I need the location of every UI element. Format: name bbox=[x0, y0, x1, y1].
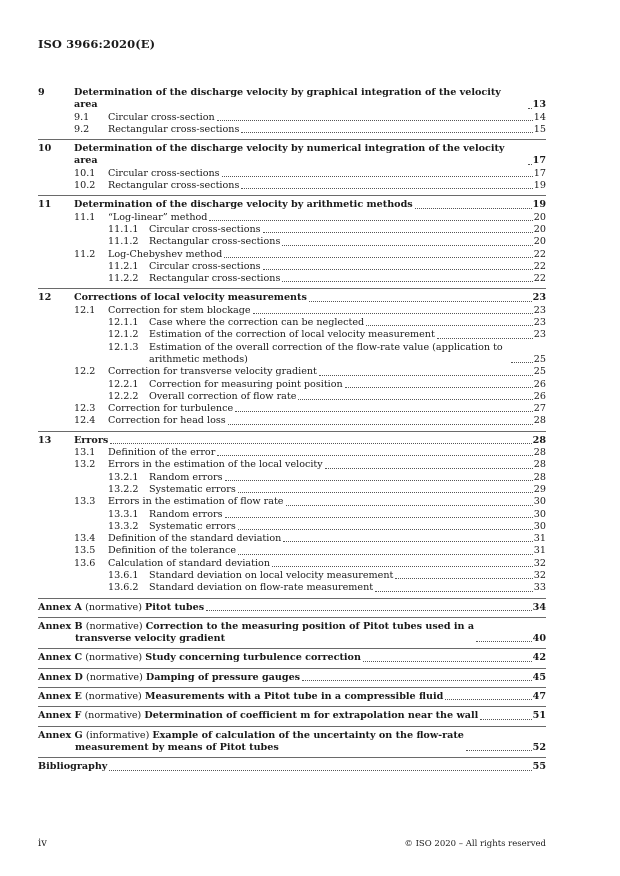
toc-entry[interactable] bbox=[38, 415, 546, 427]
annex-kind: (informative) bbox=[85, 729, 150, 741]
toc-entry[interactable] bbox=[38, 435, 546, 447]
toc-entry[interactable] bbox=[38, 582, 546, 594]
toc-entry[interactable] bbox=[38, 521, 546, 533]
toc-entry-title: Correction for measuring point position bbox=[149, 378, 343, 390]
annex-label: Annex E bbox=[38, 691, 82, 703]
dot-leader bbox=[224, 257, 533, 258]
toc-entry[interactable] bbox=[38, 379, 546, 391]
copyright-notice: © ISO 2020 – All rights reserved bbox=[404, 839, 546, 849]
toc-entry-title: Systematic errors bbox=[149, 483, 236, 495]
toc-entry[interactable] bbox=[38, 273, 546, 285]
annex-label: Annex A bbox=[38, 601, 83, 613]
toc-entry-title: Errors in the estimation of the local velocity bbox=[108, 459, 323, 471]
dot-leader bbox=[235, 411, 533, 412]
toc-entry-title: Errors bbox=[74, 434, 109, 446]
toc-entry-page: 23 bbox=[533, 317, 546, 329]
toc-entry[interactable] bbox=[38, 143, 546, 168]
annex-title: Correction to the measuring position of Pitot tubes used in a bbox=[145, 620, 475, 632]
toc-entry-page: 30 bbox=[533, 520, 546, 532]
dot-leader bbox=[286, 505, 533, 506]
toc-entry-page: 20 bbox=[533, 223, 546, 235]
toc-entry[interactable] bbox=[38, 261, 546, 273]
toc-entry-page: 42 bbox=[532, 652, 546, 664]
toc-entry-page: 17 bbox=[532, 155, 546, 167]
toc-entry-number: 13.3.2 bbox=[108, 520, 139, 532]
dot-leader bbox=[238, 554, 533, 555]
dot-leader bbox=[209, 220, 532, 221]
section-divider bbox=[38, 668, 546, 669]
toc-entry-page: 32 bbox=[533, 557, 546, 569]
toc-entry[interactable] bbox=[38, 570, 546, 582]
toc-entry[interactable] bbox=[38, 292, 546, 304]
toc-entry-page: 40 bbox=[532, 633, 546, 645]
annex-title: Determination of coefficient m for extrapolation near the wall bbox=[144, 710, 479, 722]
toc-entry-page: 23 bbox=[533, 304, 546, 316]
toc-entry-page: 13 bbox=[532, 99, 546, 111]
toc-entry-title: Rectangular cross-sections bbox=[149, 236, 281, 248]
dot-leader bbox=[345, 387, 533, 388]
dot-leader bbox=[225, 517, 533, 518]
toc-entry[interactable] bbox=[38, 342, 546, 367]
dot-leader bbox=[217, 120, 533, 121]
toc-annex-entry[interactable] bbox=[38, 602, 546, 614]
toc-entry-title: Determination of the discharge velocity by numerical integration of the velocity area bbox=[74, 143, 505, 167]
toc-entry-title: Determination of the discharge velocity by graphical integration of the velocity area bbox=[74, 87, 501, 111]
toc-entry-title: Estimation of the overall correction of the flow-rate value (application to arithmetic methods) bbox=[149, 341, 503, 365]
dot-leader bbox=[272, 566, 533, 567]
annex-title-continued: transverse velocity gradient bbox=[75, 633, 226, 645]
toc-entry[interactable] bbox=[38, 545, 546, 557]
toc-entry-page: 34 bbox=[532, 601, 546, 613]
toc-entry-number: 11.2.1 bbox=[108, 260, 139, 272]
toc-entry[interactable] bbox=[38, 366, 546, 378]
table-of-contents bbox=[38, 87, 546, 774]
toc-entry-number: 12.3 bbox=[74, 403, 96, 415]
toc-entry-page: 30 bbox=[533, 496, 546, 508]
toc-annex-entry[interactable] bbox=[38, 710, 546, 722]
section-divider bbox=[38, 687, 546, 688]
toc-entry-number: 12.1.2 bbox=[108, 329, 139, 341]
annex-title: Measurements with a Pitot tube in a compressible fluid bbox=[144, 691, 444, 703]
toc-entry-title: Random errors bbox=[149, 508, 223, 520]
dot-leader bbox=[225, 480, 533, 481]
dot-leader bbox=[298, 399, 532, 400]
toc-entry-number: 12.4 bbox=[74, 415, 96, 427]
toc-entry-page: 45 bbox=[532, 671, 546, 683]
toc-entry-number: 12.2 bbox=[74, 366, 96, 378]
toc-entry-number: 13.2.1 bbox=[108, 471, 139, 483]
toc-entry-page: 14 bbox=[533, 111, 546, 123]
dot-leader bbox=[282, 245, 532, 246]
dot-leader bbox=[395, 578, 532, 579]
annex-title: Study concerning turbulence correction bbox=[145, 652, 361, 664]
toc-entry[interactable] bbox=[38, 199, 546, 211]
toc-entry-number: 12 bbox=[38, 292, 52, 304]
dot-leader bbox=[437, 338, 533, 339]
annex-title-block bbox=[38, 730, 464, 755]
annex-title: Example of calculation of the uncertainty on the flow-rate bbox=[152, 729, 464, 741]
toc-entry-number: 9.2 bbox=[74, 123, 90, 135]
annex-title-line bbox=[38, 672, 300, 683]
toc-entry-page: 31 bbox=[533, 545, 546, 557]
toc-entry[interactable] bbox=[38, 305, 546, 317]
toc-entry-number: 13.3 bbox=[74, 496, 96, 508]
toc-entry-page: 15 bbox=[533, 123, 546, 135]
toc-entry-number: 12.2.2 bbox=[108, 390, 139, 402]
annex-label: Annex G bbox=[38, 729, 83, 741]
toc-entry-page: 22 bbox=[533, 273, 546, 285]
dot-leader bbox=[282, 281, 532, 282]
toc-entry-number: 13.4 bbox=[74, 533, 96, 545]
toc-entry-page: 27 bbox=[533, 403, 546, 415]
toc-entry-number: 13.5 bbox=[74, 545, 96, 557]
toc-entry-title: Rectangular cross-sections bbox=[108, 123, 240, 135]
toc-entry-number: 12.1.1 bbox=[108, 317, 139, 329]
section-divider bbox=[38, 598, 546, 599]
toc-entry-title: Estimation of the correction of local velocity measurement bbox=[149, 329, 435, 341]
toc-entry-title: Circular cross-sections bbox=[149, 223, 261, 235]
toc-annex-entry[interactable] bbox=[38, 730, 546, 755]
toc-entry-title: Overall correction of flow rate bbox=[149, 390, 297, 402]
section-divider bbox=[38, 648, 546, 649]
toc-entry-number: 12.1 bbox=[74, 304, 96, 316]
toc-entry-title: Circular cross-sections bbox=[108, 167, 220, 179]
toc-entry-page: 22 bbox=[533, 248, 546, 260]
toc-entry-page: 25 bbox=[533, 366, 546, 378]
toc-bibliography-entry[interactable] bbox=[38, 761, 546, 773]
dot-leader bbox=[445, 699, 531, 700]
toc-entry[interactable] bbox=[38, 112, 546, 124]
annex-title-line bbox=[38, 652, 361, 663]
toc-entry-page: 26 bbox=[533, 378, 546, 390]
toc-entry-page: 25 bbox=[533, 353, 546, 365]
dot-leader bbox=[283, 541, 532, 542]
section-divider bbox=[38, 726, 546, 727]
toc-entry[interactable] bbox=[38, 509, 546, 521]
dot-leader bbox=[363, 661, 532, 662]
section-divider bbox=[38, 288, 546, 289]
toc-annex-entry[interactable] bbox=[38, 691, 546, 703]
toc-entry-title: Systematic errors bbox=[149, 520, 236, 532]
section-divider bbox=[38, 139, 546, 140]
toc-entry-page: 22 bbox=[533, 260, 546, 272]
toc-entry-number: 13.6.1 bbox=[108, 569, 139, 581]
toc-entry-number: 13.6.2 bbox=[108, 582, 139, 594]
annex-title-line bbox=[38, 730, 464, 741]
toc-entry-title: Determination of the discharge velocity by arithmetic methods bbox=[74, 199, 413, 211]
dot-leader bbox=[528, 164, 532, 165]
bibliography-title: Bibliography bbox=[38, 761, 108, 773]
toc-entry[interactable] bbox=[38, 447, 546, 459]
toc-entry-page: 19 bbox=[532, 199, 546, 211]
dot-leader bbox=[217, 455, 532, 456]
toc-entry-number: 10.2 bbox=[74, 180, 96, 192]
dot-leader bbox=[222, 176, 533, 177]
toc-entry-title: Correction for stem blockage bbox=[108, 304, 251, 316]
toc-entry-page: 28 bbox=[533, 415, 546, 427]
toc-entry-title: Case where the correction can be neglected bbox=[149, 317, 365, 329]
annex-kind: (normative) bbox=[85, 671, 143, 683]
toc-entry-page: 20 bbox=[533, 236, 546, 248]
dot-leader bbox=[302, 680, 532, 681]
toc-entry-title: Errors in the estimation of flow rate bbox=[108, 496, 284, 508]
toc-entry-page: 17 bbox=[533, 167, 546, 179]
dot-leader bbox=[366, 325, 533, 326]
annex-label: Annex D bbox=[38, 671, 83, 683]
toc-entry-number: 13.6 bbox=[74, 557, 96, 569]
toc-entry-page: 26 bbox=[533, 390, 546, 402]
toc-entry-title: Circular cross-sections bbox=[149, 260, 261, 272]
toc-entry-title: Definition of the tolerance bbox=[108, 545, 236, 557]
section-divider bbox=[38, 431, 546, 432]
annex-label: Annex B bbox=[38, 620, 83, 632]
toc-entry[interactable] bbox=[38, 124, 546, 136]
toc-entry[interactable] bbox=[38, 317, 546, 329]
annex-kind: (normative) bbox=[84, 710, 142, 722]
dot-leader bbox=[319, 375, 533, 376]
annex-kind: (normative) bbox=[85, 652, 143, 664]
annex-title-block bbox=[38, 652, 361, 664]
toc-annex-entry[interactable] bbox=[38, 621, 546, 646]
toc-annex-entry[interactable] bbox=[38, 652, 546, 664]
toc-entry-title: Correction for turbulence bbox=[108, 403, 234, 415]
annex-title-line bbox=[38, 710, 478, 721]
dot-leader bbox=[476, 641, 532, 642]
dot-leader bbox=[263, 269, 533, 270]
toc-entry[interactable] bbox=[38, 329, 546, 341]
toc-entry-title: Definition of the standard deviation bbox=[108, 533, 282, 545]
document-id-header: ISO 3966:2020(E) bbox=[38, 37, 156, 51]
annex-label: Annex F bbox=[38, 710, 82, 722]
annex-title-line bbox=[38, 691, 443, 702]
dot-leader bbox=[241, 188, 532, 189]
toc-entry-page: 31 bbox=[533, 533, 546, 545]
annex-title-block bbox=[38, 691, 443, 703]
dot-leader bbox=[253, 313, 533, 314]
toc-entry[interactable] bbox=[38, 236, 546, 248]
toc-entry-number: 10 bbox=[38, 143, 52, 155]
toc-entry-title: Correction for transverse velocity gradient bbox=[108, 366, 317, 378]
toc-entry-number: 9 bbox=[38, 87, 45, 98]
toc-entry[interactable] bbox=[38, 558, 546, 570]
toc-entry-number: 13.2.2 bbox=[108, 483, 139, 495]
toc-entry[interactable] bbox=[38, 403, 546, 415]
toc-entry-number: 13.2 bbox=[74, 459, 96, 471]
section-divider bbox=[38, 757, 546, 758]
toc-entry-number: 11.1.2 bbox=[108, 236, 139, 248]
toc-entry[interactable] bbox=[38, 249, 546, 261]
toc-entry-page: 51 bbox=[532, 710, 546, 722]
toc-entry-title: Standard deviation on flow-rate measurement bbox=[149, 582, 374, 594]
toc-entry-page: 33 bbox=[533, 582, 546, 594]
toc-entry-title: Rectangular cross-sections bbox=[149, 273, 281, 285]
annex-kind: (normative) bbox=[85, 601, 142, 613]
toc-entry[interactable] bbox=[38, 180, 546, 192]
dot-leader bbox=[511, 362, 533, 363]
toc-entry-number: 11.1 bbox=[74, 211, 96, 223]
toc-entry-page: 30 bbox=[533, 508, 546, 520]
toc-entry-page: 28 bbox=[533, 471, 546, 483]
dot-leader bbox=[263, 232, 533, 233]
toc-entry[interactable] bbox=[38, 212, 546, 224]
section-divider bbox=[38, 706, 546, 707]
annex-title: Pitot tubes bbox=[145, 601, 205, 613]
toc-entry[interactable] bbox=[38, 168, 546, 180]
toc-entry-number: 12.1.3 bbox=[108, 341, 139, 353]
dot-leader bbox=[375, 591, 533, 592]
toc-entry[interactable] bbox=[38, 533, 546, 545]
toc-entry-title: Corrections of local velocity measurements bbox=[74, 292, 307, 304]
toc-entry-page: 19 bbox=[533, 180, 546, 192]
toc-entry-page: 20 bbox=[533, 211, 546, 223]
dot-leader bbox=[206, 610, 532, 611]
toc-entry-title: Rectangular cross-sections bbox=[108, 180, 240, 192]
dot-leader bbox=[309, 301, 532, 302]
dot-leader bbox=[480, 719, 531, 720]
toc-entry-number: 11.1.1 bbox=[108, 223, 139, 235]
dot-leader bbox=[325, 468, 533, 469]
toc-entry[interactable] bbox=[38, 224, 546, 236]
annex-label: Annex C bbox=[38, 652, 83, 664]
annex-title-continued: measurement by means of Pitot tubes bbox=[75, 741, 279, 753]
toc-entry-number: 10.1 bbox=[74, 167, 96, 179]
annex-kind: (normative) bbox=[85, 620, 143, 632]
toc-entry-page: 28 bbox=[533, 459, 546, 471]
section-divider bbox=[38, 195, 546, 196]
toc-entry-title: Log-Chebyshev method bbox=[108, 248, 223, 260]
annex-title-line bbox=[38, 602, 204, 613]
toc-entry[interactable] bbox=[38, 391, 546, 403]
toc-entry[interactable] bbox=[38, 484, 546, 496]
toc-entry-number: 11 bbox=[38, 199, 52, 211]
dot-leader bbox=[110, 443, 531, 444]
toc-entry[interactable] bbox=[38, 459, 546, 471]
dot-leader bbox=[415, 208, 532, 209]
dot-leader bbox=[238, 492, 533, 493]
toc-entry-page: 55 bbox=[532, 761, 546, 773]
toc-entry-number: 11.2.2 bbox=[108, 273, 139, 285]
dot-leader bbox=[238, 529, 533, 530]
dot-leader bbox=[528, 108, 532, 109]
toc-entry-title: Circular cross-section bbox=[108, 111, 215, 123]
toc-entry-title: Calculation of standard deviation bbox=[108, 557, 270, 569]
annex-title-block bbox=[38, 621, 474, 646]
annex-title-block bbox=[38, 602, 204, 614]
toc-entry-title: Standard deviation on local velocity measurement bbox=[149, 569, 394, 581]
toc-entry-number: 11.2 bbox=[74, 248, 96, 260]
toc-entry-page: 23 bbox=[532, 292, 546, 304]
toc-entry-number: 13 bbox=[38, 434, 52, 446]
annex-title-block bbox=[38, 710, 478, 722]
dot-leader bbox=[241, 132, 532, 133]
toc-entry[interactable] bbox=[38, 496, 546, 508]
toc-entry-page: 32 bbox=[533, 569, 546, 581]
annex-title-block bbox=[38, 672, 300, 684]
toc-entry-page: 52 bbox=[532, 741, 546, 753]
toc-entry-page: 28 bbox=[532, 434, 546, 446]
dot-leader bbox=[466, 750, 532, 751]
toc-entry-number: 13.3.1 bbox=[108, 508, 139, 520]
toc-entry-page: 28 bbox=[533, 447, 546, 459]
toc-entry[interactable] bbox=[38, 472, 546, 484]
toc-entry-title: “Log-linear” method bbox=[108, 211, 208, 223]
toc-entry-number: 12.2.1 bbox=[108, 378, 139, 390]
annex-title: Damping of pressure gauges bbox=[145, 671, 301, 683]
section-divider bbox=[38, 617, 546, 618]
toc-entry-title: Correction for head loss bbox=[108, 415, 226, 427]
annex-title-line bbox=[38, 621, 474, 632]
toc-entry-number: 13.1 bbox=[74, 447, 96, 459]
toc-entry-page: 47 bbox=[532, 691, 546, 703]
toc-entry[interactable] bbox=[38, 87, 546, 112]
toc-entry-title: Random errors bbox=[149, 471, 223, 483]
toc-entry-page: 23 bbox=[533, 329, 546, 341]
toc-entry-page: 29 bbox=[533, 483, 546, 495]
toc-entry-title: Definition of the error bbox=[108, 447, 216, 459]
page-number: iv bbox=[38, 838, 47, 849]
toc-annex-entry[interactable] bbox=[38, 672, 546, 684]
toc-entry-number: 9.1 bbox=[74, 111, 90, 123]
annex-kind: (normative) bbox=[84, 691, 142, 703]
dot-leader bbox=[228, 424, 533, 425]
dot-leader bbox=[109, 770, 531, 771]
